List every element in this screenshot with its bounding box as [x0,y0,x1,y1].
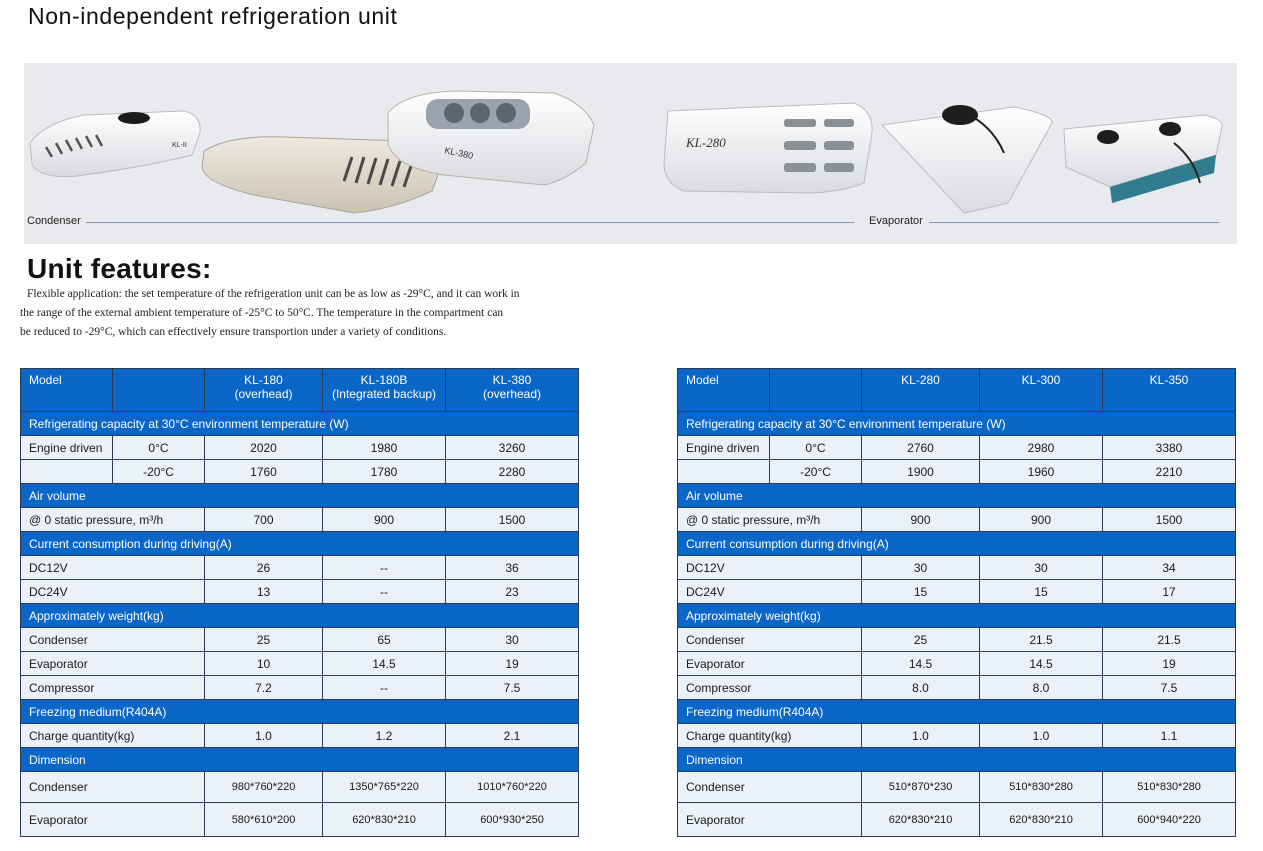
value-cell: 600*930*250 [446,803,579,837]
model-cell [1103,369,1236,412]
value-cell: 14.5 [862,652,980,676]
section-air-volume: Air volume [21,484,579,508]
row-label: DC12V [678,556,862,580]
model-cell [862,369,980,412]
value-cell: 1500 [446,508,579,532]
model-cell [205,369,323,412]
row-label: Condenser [678,628,862,652]
row-label: @ 0 static pressure, m³/h [21,508,205,532]
section-current: Current consumption during driving(A) [678,532,1236,556]
value-cell: 7.2 [205,676,323,700]
value-cell: 1.0 [980,724,1103,748]
row-label: Evaporator [678,652,862,676]
value-cell: 1.2 [323,724,446,748]
temp-label: 0°C [113,436,205,460]
value-cell: 1.1 [1103,724,1236,748]
evaporator-rule [929,222,1219,223]
model-name: KL-380 [492,373,532,387]
value-cell: 900 [323,508,446,532]
value-cell: 2980 [980,436,1103,460]
value-cell: 1010*760*220 [446,772,579,803]
value-cell: 900 [862,508,980,532]
value-cell: 14.5 [323,652,446,676]
value-cell: 1760 [205,460,323,484]
spec-table-right [677,368,1236,837]
product-images [24,63,1237,244]
row-label: Charge quantity(kg) [21,724,205,748]
model-cell [323,369,446,412]
section-dimension: Dimension [678,748,1236,772]
value-cell: 1780 [323,460,446,484]
value-cell: 510*830*280 [1103,772,1236,803]
value-cell: 15 [980,580,1103,604]
evaporator-kl280 [664,103,872,193]
value-cell: 14.5 [980,652,1103,676]
model-header-blank [113,369,205,412]
section-weight: Approximately weight(kg) [21,604,579,628]
value-cell: 1.0 [862,724,980,748]
section-freezing: Freezing medium(R404A) [21,700,579,724]
section-air-volume: Air volume [678,484,1236,508]
kl-380-label: KL-380 [443,145,475,161]
model-header-blank [770,369,862,412]
value-cell: 2210 [1103,460,1236,484]
model-sub: (Integrated backup) [331,387,437,401]
value-cell: 26 [205,556,323,580]
model-name: KL-280 [901,373,940,387]
section-freezing: Freezing medium(R404A) [678,700,1236,724]
value-cell: 7.5 [1103,676,1236,700]
row-label: Condenser [21,772,205,803]
value-cell: 1900 [862,460,980,484]
value-cell: 36 [446,556,579,580]
section-capacity: Refrigerating capacity at 30°C environment temperature (W) [678,412,1236,436]
model-name: KL-350 [1149,373,1189,387]
value-cell: 17 [1103,580,1236,604]
product-banner [24,63,1237,244]
row-label: Condenser [21,628,205,652]
value-cell: -- [323,556,446,580]
row-label: @ 0 static pressure, m³/h [678,508,862,532]
row-label: Evaporator [678,803,862,837]
value-cell: 600*940*220 [1103,803,1236,837]
features-paragraph [20,285,600,342]
value-cell: 7.5 [446,676,579,700]
row-label: Compressor [678,676,862,700]
value-cell: 1980 [323,436,446,460]
value-cell: 30 [862,556,980,580]
value-cell: 2.1 [446,724,579,748]
temp-label: -20°C [770,460,862,484]
features-title: Unit features: [27,253,212,284]
value-cell: 1500 [1103,508,1236,532]
temp-label: 0°C [770,436,862,460]
value-cell: 23 [446,580,579,604]
blank-cell [678,460,770,484]
evaporator-caption: Evaporator [869,215,923,227]
section-current: Current consumption during driving(A) [21,532,579,556]
value-cell: 34 [1103,556,1236,580]
value-cell: 2760 [862,436,980,460]
value-cell: 620*830*210 [862,803,980,837]
engine-driven-label: Engine driven [21,436,113,460]
engine-driven-label: Engine driven [678,436,770,460]
row-label: Compressor [21,676,205,700]
features-line: the range of the external ambient temperature of -25°C to 50°C. The temperature in the compartment can [20,307,504,319]
row-label: DC12V [21,556,205,580]
value-cell: 3260 [446,436,579,460]
value-cell: 2280 [446,460,579,484]
row-label: Condenser [678,772,862,803]
temp-label: -20°C [113,460,205,484]
section-weight: Approximately weight(kg) [678,604,1236,628]
row-label: Evaporator [21,652,205,676]
model-sub: (overhead) [482,387,542,401]
value-cell: 21.5 [1103,628,1236,652]
model-cell [446,369,579,412]
model-sub: (overhead) [234,387,293,401]
model-name: KL-300 [1021,373,1061,387]
section-dimension: Dimension [21,748,579,772]
model-name: KL-180B [360,373,408,387]
model-name: KL-180 [244,373,283,387]
value-cell: 15 [862,580,980,604]
condenser-rule [86,222,854,223]
value-cell: 620*830*210 [980,803,1103,837]
value-cell: 510*870*230 [862,772,980,803]
value-cell: 13 [205,580,323,604]
features-line: be reduced to -29°C, which can effectively ensure transportion under a variety of conditions. [20,326,447,338]
value-cell: 3380 [1103,436,1236,460]
row-label: DC24V [678,580,862,604]
value-cell: 30 [446,628,579,652]
evaporator-unit-3 [1064,115,1222,203]
value-cell: 8.0 [862,676,980,700]
section-capacity: Refrigerating capacity at 30°C environment temperature (W) [21,412,579,436]
value-cell: 510*830*280 [980,772,1103,803]
value-cell: 8.0 [980,676,1103,700]
value-cell: 1960 [980,460,1103,484]
condenser-small-unit [30,111,200,177]
value-cell: -- [323,676,446,700]
value-cell: 21.5 [980,628,1103,652]
value-cell: 2020 [205,436,323,460]
features-line: Flexible application: the set temperature of the refrigeration unit can be as low as -29°C, and it can work in [27,288,520,300]
value-cell: 620*830*210 [323,803,446,837]
model-header: Model [21,369,113,412]
value-cell: 1.0 [205,724,323,748]
blank-cell [21,460,113,484]
value-cell: 980*760*220 [205,772,323,803]
value-cell: -- [323,580,446,604]
row-label: DC24V [21,580,205,604]
value-cell: 1350*765*220 [323,772,446,803]
value-cell: 65 [323,628,446,652]
value-cell: 900 [980,508,1103,532]
row-label: Evaporator [21,803,205,837]
value-cell: 25 [205,628,323,652]
model-cell [980,369,1103,412]
value-cell: 19 [1103,652,1236,676]
page-title: Non-independent refrigeration unit [28,3,398,29]
value-cell: 19 [446,652,579,676]
value-cell: 580*610*200 [205,803,323,837]
kl-small-label: KL-II [172,142,187,149]
row-label: Charge quantity(kg) [678,724,862,748]
condenser-caption: Condenser [27,215,81,227]
value-cell: 30 [980,556,1103,580]
kl-280-label: KL-280 [686,135,726,150]
evaporator-unit-2 [882,105,1052,213]
value-cell: 10 [205,652,323,676]
value-cell: 25 [862,628,980,652]
spec-table-left [20,368,579,837]
model-header: Model [678,369,770,412]
value-cell: 700 [205,508,323,532]
